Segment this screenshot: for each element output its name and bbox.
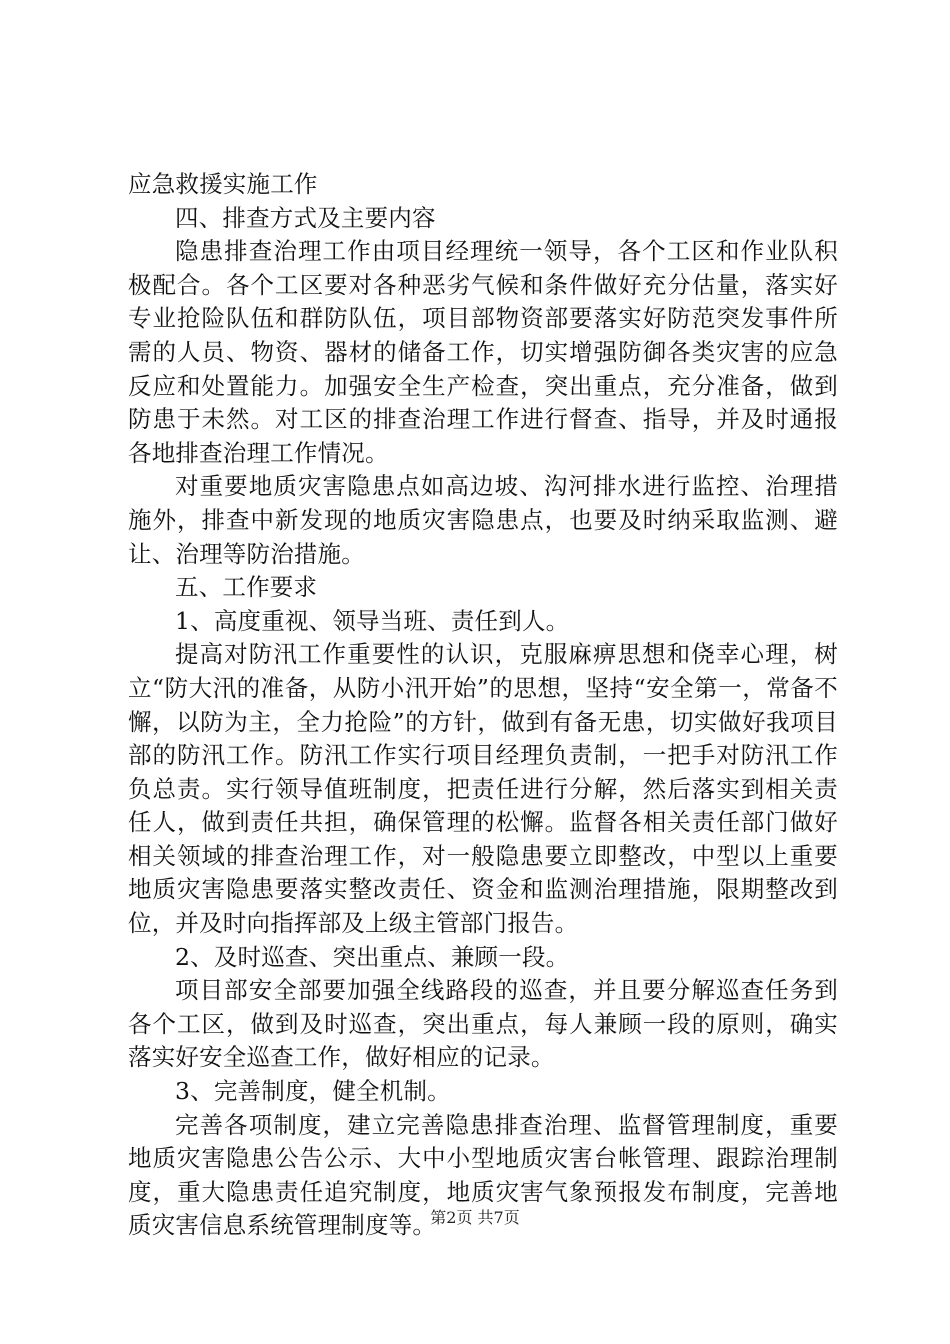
subheading-3: 3、完善制度，健全机制。 bbox=[175, 1077, 451, 1106]
paragraph: 对重要地质灾害隐患点如高边坡、沟河排水进行监控、治理措施外，排查中新发现的地质灾害隐患点，也要及时纳采取监测、避让、治理等防治措施。 bbox=[128, 472, 838, 568]
paragraph: 项目部安全部要加强全线路段的巡查，并且要分解巡查任务到各个工区，做到及时巡查，突出重点，每人兼顾一段的原则，确实落实好安全巡查工作，做好相应的记录。 bbox=[128, 976, 838, 1072]
paragraph-continuation: 应急救援实施工作 bbox=[128, 170, 318, 198]
section-heading-4: 四、排查方式及主要内容 bbox=[175, 203, 436, 232]
paragraph: 隐患排查治理工作由项目经理统一领导，各个工区和作业队积极配合。各个工区要对各种恶劣气候和条件做好充分估量，落实好专业抢险队伍和群防队伍，项目部物资部要落实好防范突发事件所需的人员、物资、器材的储备工作，切实增强防御各类灾害的应急反应和处置能力。加强安全生产检查，突出重点，充分准备，做到防患于未然。对工区的排查治理工作进行督查、指导，并及时通报各地排查治理工作情况。 bbox=[128, 237, 838, 467]
document-body bbox=[128, 168, 838, 1243]
paragraph: 完善各项制度，建立完善隐患排查治理、监督管理制度，重要地质灾害隐患公告公示、大中小型地质灾害台帐管理、跟踪治理制度，重大隐患责任追究制度，地质灾害气象预报发布制度，完善地质灾害信息系统管理制度等。 bbox=[128, 1110, 838, 1240]
paragraph: 提高对防汛工作重要性的认识，克服麻痹思想和侥幸心理，树立“防大汛的准备，从防小汛开始”的思想，坚持“安全第一，常备不懈，以防为主，全力抢险”的方针，做到有备无患，切实做好我项目部的防汛工作。防汛工作实行项目经理负责制，一把手对防汛工作负总责。实行领导值班制度，把责任进行分解，然后落实到相关责任人，做到责任共担，确保管理的松懈。监督各相关责任部门做好相关领域的排查治理工作，对一般隐患要立即整改，中型以上重要地质灾害隐患要落实整改责任、资金和监测治理措施，限期整改到位，并及时向指挥部及上级主管部门报告。 bbox=[128, 640, 838, 938]
page-footer bbox=[0, 1208, 950, 1228]
subheading-2: 2、及时巡查、突出重点、兼顾一段。 bbox=[175, 942, 570, 971]
page-number: 第2页 共7页 bbox=[430, 1208, 520, 1227]
subheading-1: 1、高度重视、领导当班、责任到人。 bbox=[175, 606, 570, 635]
section-heading-5: 五、工作要求 bbox=[175, 573, 318, 602]
